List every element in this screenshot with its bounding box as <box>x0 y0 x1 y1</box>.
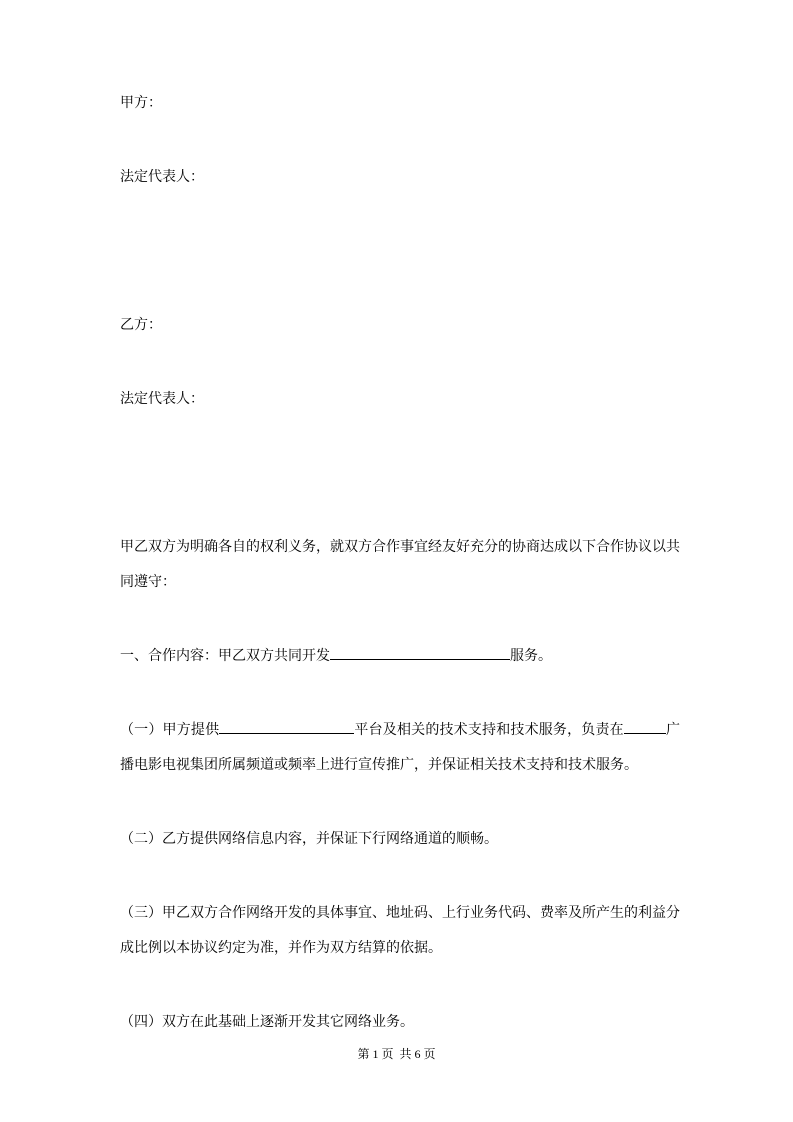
clause-1-1-fill-in-blank-platform <box>219 719 354 734</box>
party-a-legal-representative-label: 法定代表人： <box>120 170 204 185</box>
clause-1-2-party-b-obligations: （二）乙方提供网络信息内容，并保证下行网络通道的顺畅。 <box>120 832 498 847</box>
clause-1-4-future-business: （四）双方在此基础上逐渐开发其它网络业务。 <box>120 1015 414 1030</box>
party-a-label: 甲方： <box>120 96 162 111</box>
clause-1-1-segment-3: 广播电影电视集团所属频道或频率上进行宣传推广，并保证相关技术支持和技术服务。 <box>120 723 681 773</box>
clause-1-1-segment-1: （一）甲方提供 <box>120 723 220 738</box>
clause-1-1-segment-2: 平台及相关的技术支持和技术服务，负责在 <box>354 723 624 738</box>
contract-body <box>120 86 680 1040</box>
page-number-indicator: 第 1 页 共 6 页 <box>357 1047 436 1061</box>
clause-1-text-after-blank: 服务。 <box>510 649 552 664</box>
clause-1-cooperation-content <box>120 639 680 674</box>
party-b-legal-representative-label: 法定代表人： <box>120 392 204 407</box>
clause-1-1-fill-in-blank-broadcaster <box>624 719 666 734</box>
preamble-paragraph: 甲乙双方为明确各自的权利义务，就双方合作事宜经友好充分的协商达成以下合作协议以共同遵守： <box>120 540 680 590</box>
clause-1-text-before-blank: 一、合作内容：甲乙双方共同开发 <box>120 649 330 664</box>
party-b-label: 乙方： <box>120 318 162 333</box>
clause-1-fill-in-blank <box>330 645 510 660</box>
clause-1-1-party-a-obligations <box>120 713 680 783</box>
clause-1-3-settlement-basis: （三）甲乙双方合作网络开发的具体事宜、地址码、上行业务代码、费率及所产生的利益分成比例以本协议约定为准，并作为双方结算的依据。 <box>120 906 680 956</box>
